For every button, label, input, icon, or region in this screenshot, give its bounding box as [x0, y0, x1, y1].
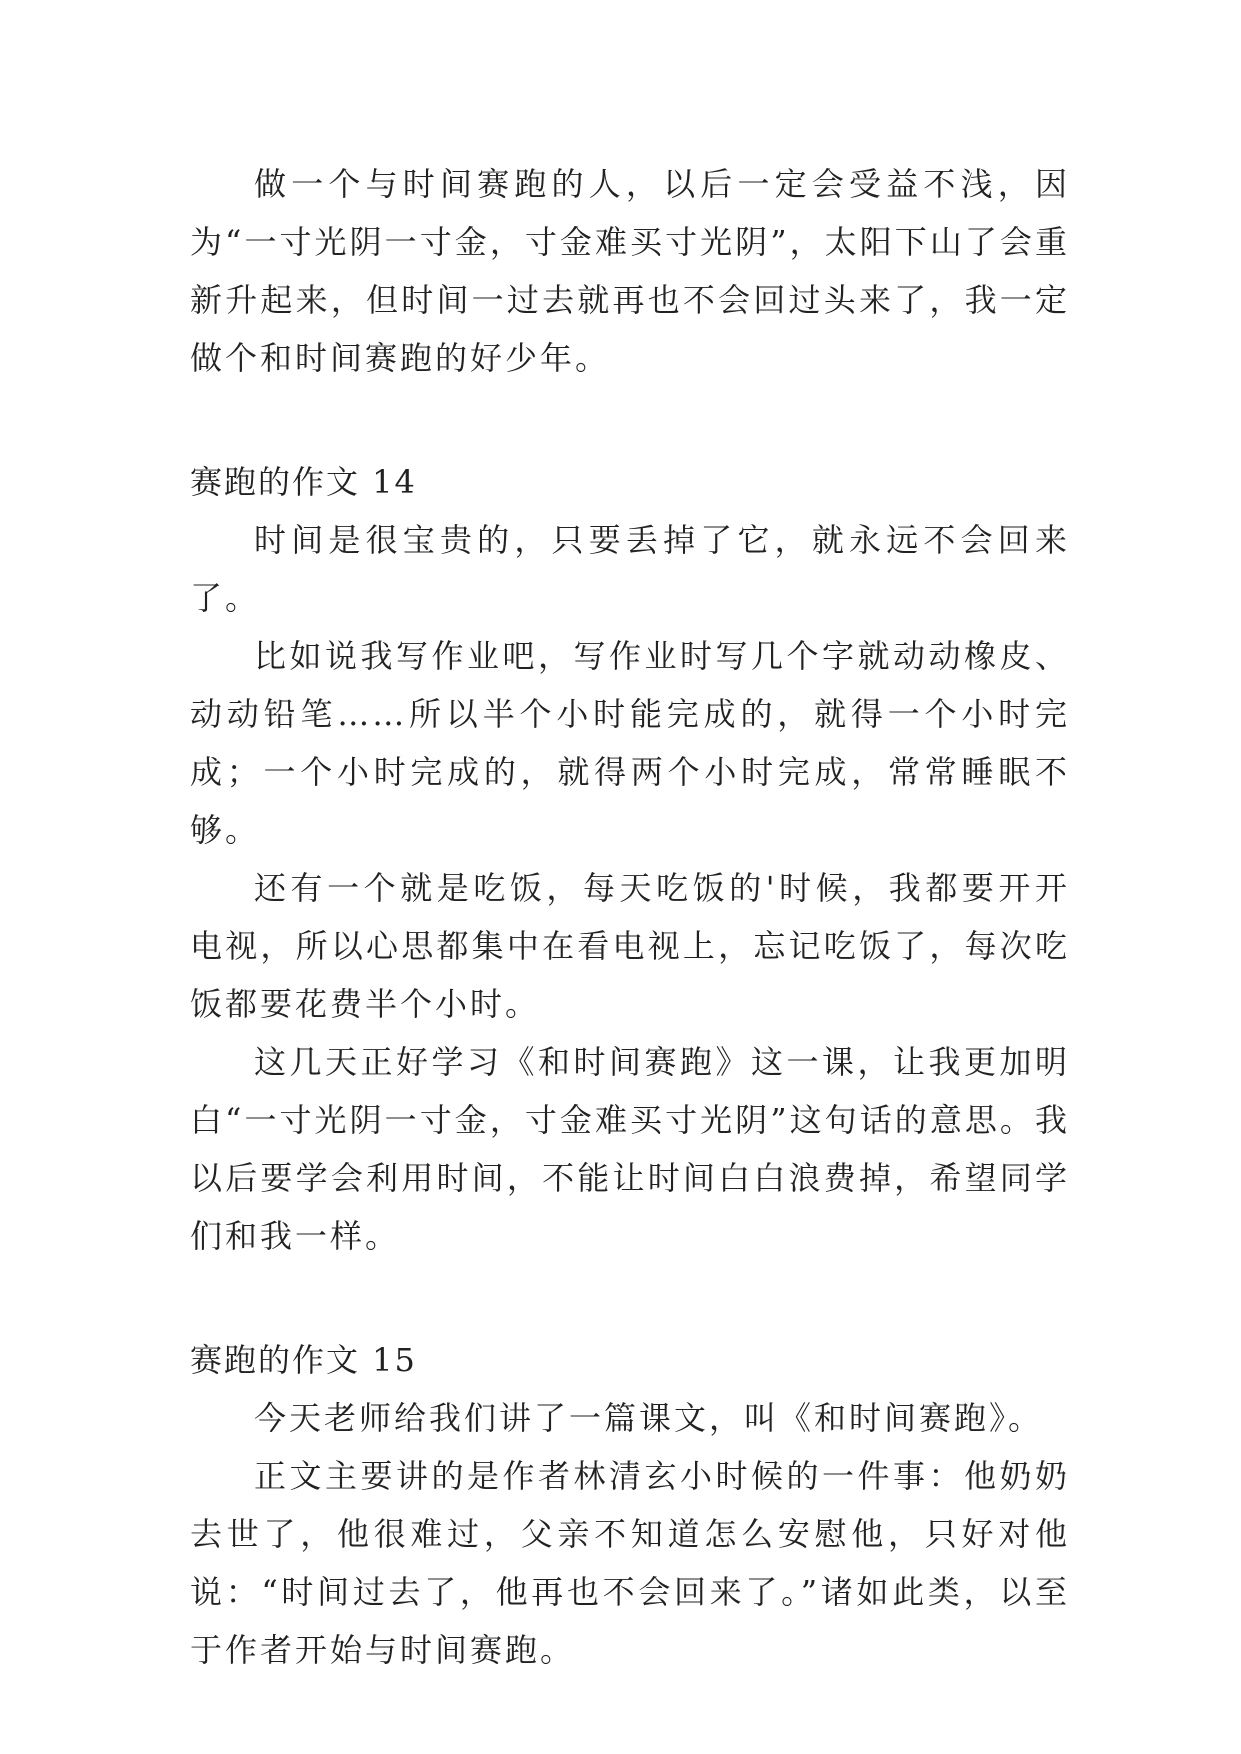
- essay-14-paragraph-1: 时间是很宝贵的，只要丢掉了它，就永远不会回来了。: [190, 521, 1070, 617]
- intro-paragraph: 做一个与时间赛跑的人，以后一定会受益不浅，因为“一寸光阴一寸金，寸金难买寸光阴”，太阳下山了会重新升起来，但时间一过去就再也不会回过头来了，我一定做个和时间赛跑的好少年。: [190, 165, 1070, 377]
- essay-14-paragraph-2: 比如说我写作业吧，写作业时写几个字就动动橡皮、动动铅笔……所以半个小时能完成的，就得一个小时完成；一个小时完成的，就得两个小时完成，常常睡眠不够。: [190, 637, 1070, 849]
- essay-14-paragraph-3: 还有一个就是吃饭，每天吃饭的'时候，我都要开开电视，所以心思都集中在看电视上，忘记吃饭了，每次吃饭都要花费半个小时。: [190, 869, 1070, 1023]
- essay-14-heading: 赛跑的作文 14: [190, 463, 417, 501]
- essay-14-paragraph-4: 这几天正好学习《和时间赛跑》这一课，让我更加明白“一寸光阴一寸金，寸金难买寸光阴”这句话的意思。我以后要学会利用时间，不能让时间白白浪费掉，希望同学们和我一样。: [190, 1043, 1070, 1255]
- document-page: [190, 155, 1070, 1679]
- essay-15-paragraph-1: 今天老师给我们讲了一篇课文，叫《和时间赛跑》。: [254, 1399, 1044, 1437]
- essay-15-heading: 赛跑的作文 15: [190, 1341, 417, 1379]
- essay-15-paragraph-2: 正文主要讲的是作者林清玄小时候的一件事：他奶奶去世了，他很难过，父亲不知道怎么安慰他，只好对他说：“时间过去了，他再也不会回来了。”诸如此类，以至于作者开始与时间赛跑。: [190, 1457, 1070, 1669]
